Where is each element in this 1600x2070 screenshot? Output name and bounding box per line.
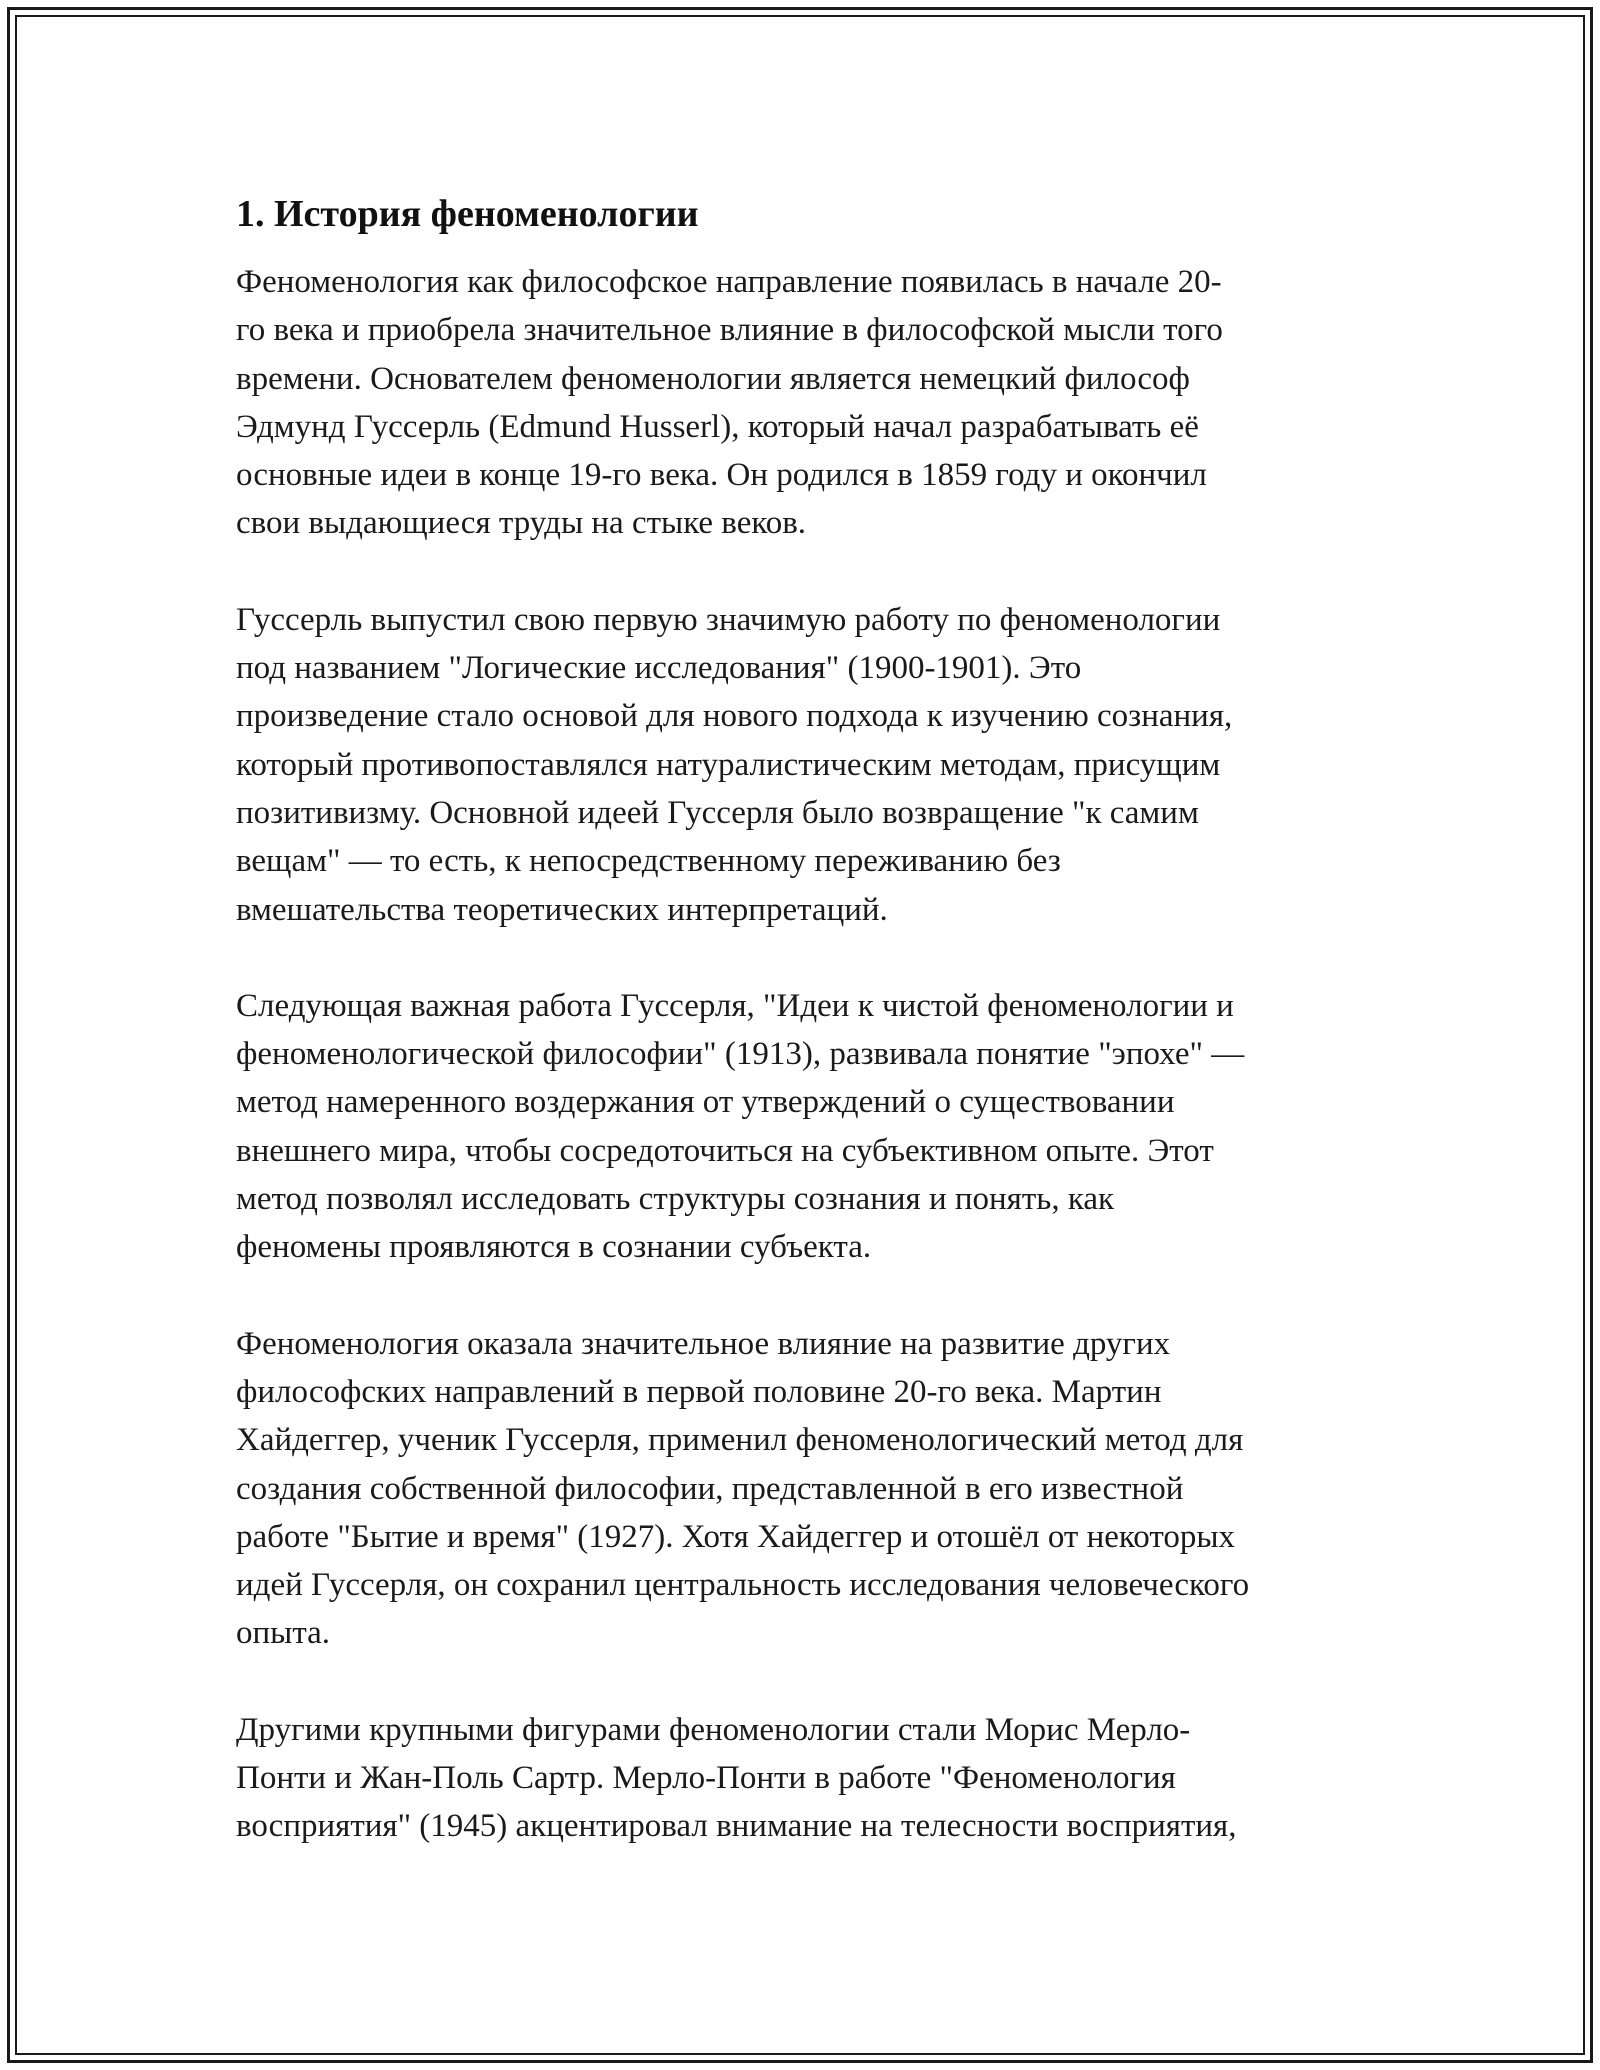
paragraph-line: который противопоставлялся натуралистическим методам, присущим (236, 746, 1221, 783)
paragraph-line: времени. Основателем феноменологии является немецкий философ (236, 360, 1190, 397)
paragraph-line: вещам" — то есть, к непосредственному переживанию без (236, 843, 1061, 880)
paragraph-line: философских направлений в первой половине 20-го века. Мартин (236, 1373, 1162, 1410)
paragraph-line: произведение стало основой для нового подхода к изучению сознания, (236, 698, 1233, 735)
paragraph-line: основные идеи в конце 19-го века. Он родился в 1859 году и окончил (236, 457, 1207, 494)
paragraph-line: метод намеренного воздержания от утверждений о существовании (236, 1084, 1175, 1121)
paragraph-line: феноменологической философии" (1913), развивала понятие "эпохе" — (236, 1036, 1245, 1073)
paragraph-line: вмешательства теоретических интерпретаций. (236, 891, 888, 928)
paragraph-line: внешнего мира, чтобы сосредоточиться на субъективном опыте. Этот (236, 1132, 1214, 1169)
paragraph-line: Гуссерль выпустил свою первую значимую работу по феноменологии (236, 601, 1221, 638)
paragraph-line: опыта. (236, 1615, 331, 1652)
paragraph-line: восприятия" (1945) акцентировал внимание на телесности восприятия, (236, 1808, 1237, 1845)
paragraph-1 (236, 258, 1366, 548)
paragraph-line: идей Гуссерля, он сохранил центральность исследования человеческого (236, 1567, 1250, 1604)
paragraph-4 (236, 1320, 1366, 1658)
paragraph-line: метод позволял исследовать структуры сознания и понять, как (236, 1181, 1115, 1218)
paragraph-line: Другими крупными фигурами феноменологии стали Морис Мерло- (236, 1711, 1191, 1748)
paragraph-line: Феноменология как философское направление появилась в начале 20- (236, 264, 1222, 300)
paragraph-line: свои выдающиеся труды на стыке веков. (236, 505, 807, 542)
paragraph-line: позитивизму. Основной идеей Гуссерля было возвращение "к самим (236, 794, 1199, 831)
paragraph-line: Эдмунд Гуссерль (Edmund Husserl), который начал разрабатывать её (236, 408, 1199, 445)
paragraph-line: работе "Бытие и время" (1927). Хотя Хайдеггер и отошёл от некоторых (236, 1518, 1235, 1555)
paragraph-line: Понти и Жан-Поль Сартр. Мерло-Понти в работе "Феноменология (236, 1760, 1176, 1797)
paragraph-line: феномены проявляются в сознании субъекта. (236, 1229, 872, 1266)
document-body (236, 190, 1366, 1899)
paragraph-line: создания собственной философии, представленной в его известной (236, 1470, 1184, 1507)
paragraph-3 (236, 982, 1366, 1272)
section-heading: 1. История феноменологии (236, 193, 699, 235)
paragraph-line: го века и приобрела значительное влияние в философской мысли того (236, 312, 1223, 349)
paragraph-line: под названием "Логические исследования" (1900-1901). Это (236, 650, 1082, 687)
paragraph-line: Феноменология оказала значительное влияние на развитие других (236, 1325, 1171, 1362)
paragraph-line: Следующая важная работа Гуссерля, "Идеи к чистой феноменологии и (236, 987, 1234, 1024)
paragraph-2 (236, 596, 1366, 934)
paragraph-5 (236, 1706, 1366, 1851)
paragraph-line: Хайдеггер, ученик Гуссерля, применил феноменологический метод для (236, 1422, 1244, 1459)
